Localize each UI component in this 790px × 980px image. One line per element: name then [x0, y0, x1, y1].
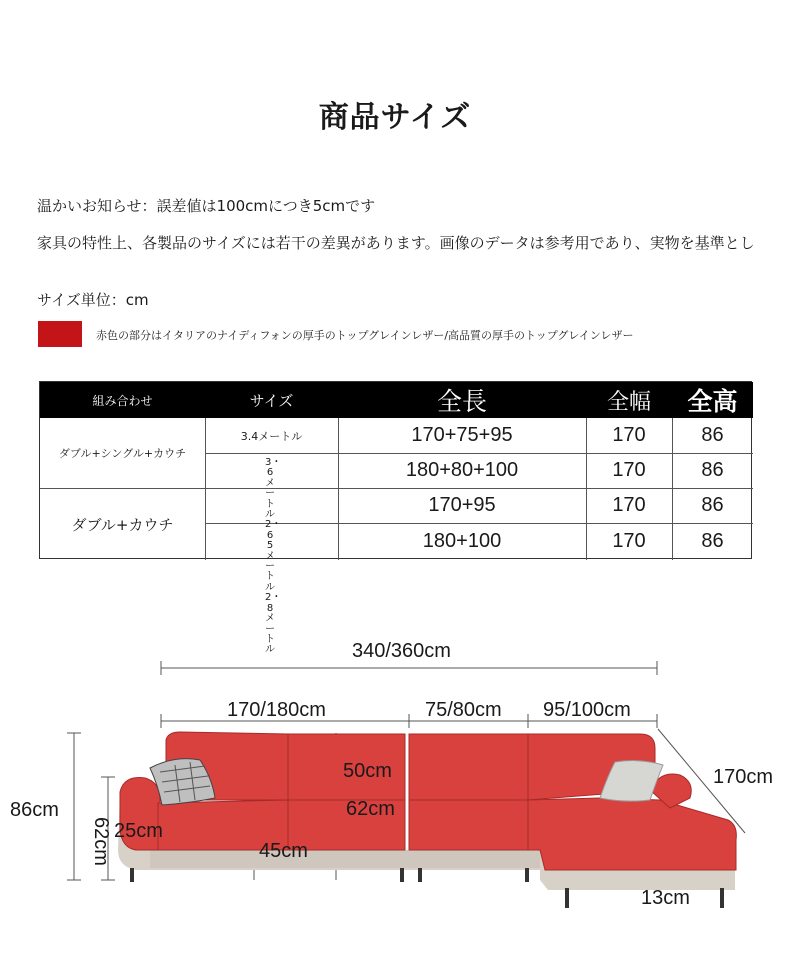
dim-seg1: 170/180cm — [227, 699, 326, 721]
length-cell: 180+100 — [422, 530, 502, 552]
length-cell: 180+80+100 — [405, 459, 519, 481]
dim-leg: 13cm — [641, 887, 690, 909]
header-width: 全幅 — [606, 389, 651, 415]
height-cell: 86 — [701, 459, 724, 481]
dim-seat-depth: 45cm — [259, 840, 308, 862]
header-size: サイズ — [249, 391, 294, 410]
dim-seat-height: 62cm — [89, 817, 112, 866]
length-cell: 170+75+95 — [411, 424, 513, 446]
length-cell: 170+95 — [428, 494, 496, 516]
dim-seg3: 95/100cm — [543, 699, 631, 721]
header-length: 全長 — [436, 387, 487, 416]
dim-arm: 25cm — [114, 820, 163, 842]
height-cell: 86 — [701, 494, 724, 516]
notice-line: 温かいお知らせ：誤差値は100cmにつき5cmです — [37, 197, 376, 215]
dim-seg2: 75/80cm — [425, 699, 502, 721]
page-title: 商品サイズ — [318, 100, 472, 135]
header-combo: 組み合わせ — [92, 393, 153, 408]
group-size-label: 3.4メートル — [240, 429, 303, 443]
dim-total: 340/360cm — [352, 640, 451, 662]
height-cell: 86 — [701, 530, 724, 552]
overflow-vertical-text: 3・6メートル 2・65メートル 2・8メートル — [265, 457, 285, 656]
dim-height: 86cm — [10, 799, 59, 821]
width-cell: 170 — [612, 459, 646, 481]
height-cell: 86 — [701, 424, 724, 446]
dim-seat: 62cm — [346, 798, 395, 820]
size-unit: サイズ単位：cm — [37, 291, 149, 309]
group-name: ダブル+カウチ — [71, 515, 174, 534]
width-cell: 170 — [612, 424, 646, 446]
header-height: 全高 — [687, 387, 738, 416]
width-cell: 170 — [612, 494, 646, 516]
width-cell: 170 — [612, 530, 646, 552]
notice-line-2: 家具の特性上、各製品のサイズには若干の差異があります。画像のデータは参考用であり、実物を基準とし — [37, 234, 755, 252]
group-name: ダブル+シングル+カウチ — [58, 447, 187, 460]
dim-back: 50cm — [343, 760, 392, 782]
leather-legend: 赤色の部分はイタリアのナイディフォンの厚手のトップグレインレザー/高品質の厚手のトップグレインレザー — [96, 329, 634, 342]
dim-depth: 170cm — [713, 766, 774, 788]
